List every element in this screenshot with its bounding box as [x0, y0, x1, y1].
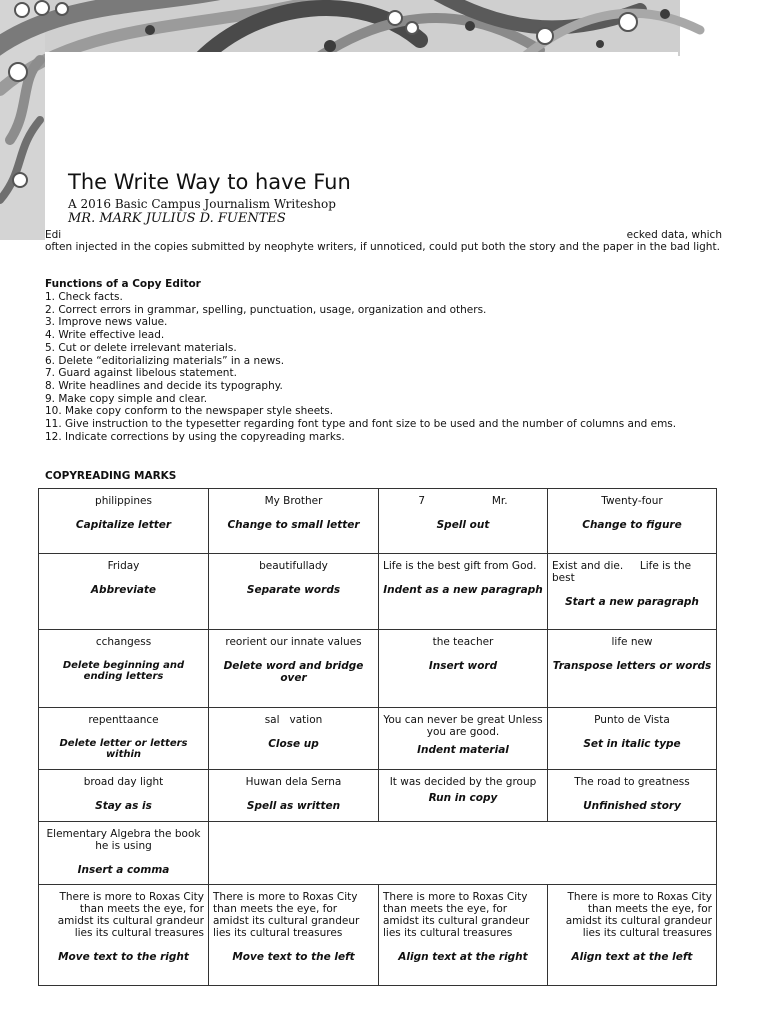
mark-cell — [39, 708, 209, 770]
mark-label: Set in italic type — [583, 738, 681, 750]
mark-example: philippines — [95, 495, 152, 507]
mark-label: Close up — [268, 738, 319, 750]
mark-example: Huwan dela Serna — [245, 776, 342, 788]
table-row — [39, 770, 717, 822]
mark-label: Start a new paragraph — [565, 596, 699, 608]
mark-cell — [548, 885, 717, 986]
functions-list-item: 10. Make copy conform to the newspaper style sheets. — [45, 405, 334, 418]
table-row — [39, 489, 717, 554]
mark-label: Delete letter or letters within — [59, 738, 188, 760]
mark-label: Spell out — [436, 519, 490, 531]
mark-example: life new — [611, 636, 653, 648]
table-row — [39, 822, 717, 885]
mark-cell — [39, 885, 209, 986]
mark-cell — [39, 822, 209, 885]
mark-cell — [209, 885, 379, 986]
mark-label: Insert word — [428, 660, 498, 672]
document-author: MR. MARK JULIUS D. FUENTES — [68, 211, 286, 226]
mark-cell — [548, 554, 717, 630]
mark-label: Align text at the right — [398, 951, 528, 963]
mark-label: Run in copy — [428, 792, 498, 804]
mark-cell — [379, 554, 548, 630]
functions-list-item: 7. Guard against libelous statement. — [45, 367, 237, 380]
mark-label: Abbreviate — [90, 584, 157, 596]
mark-label: Change to figure — [582, 519, 682, 531]
mark-label: Indent material — [417, 744, 509, 756]
mark-example: The road to greatness — [574, 776, 690, 788]
mark-example: beautifullady — [259, 560, 328, 572]
mark-cell — [209, 554, 379, 630]
mark-label: Delete word and bridge over — [223, 660, 364, 684]
mark-cell — [379, 885, 548, 986]
intro-text-start: Edi — [45, 229, 62, 241]
mark-cell — [39, 630, 209, 708]
mark-label: Separate words — [246, 584, 341, 596]
mark-cell — [209, 708, 379, 770]
mark-example: broad day light — [83, 776, 164, 788]
document-title: The Write Way to have Fun — [68, 170, 351, 194]
mark-label: Align text at the left — [571, 951, 693, 963]
mark-cell — [548, 770, 717, 822]
mark-example: Exist and die. Life is the best — [552, 560, 695, 584]
document-subtitle: A 2016 Basic Campus Journalism Writeshop — [68, 197, 336, 211]
mark-cell — [379, 770, 548, 822]
copyreading-marks-heading: COPYREADING MARKS — [45, 470, 177, 482]
mark-example: There is more to Roxas City than meets the eye, for amidst its cultural grandeur lies its cultural treasures — [57, 891, 204, 939]
functions-list-item: 2. Correct errors in grammar, spelling, punctuation, usage, organization and others. — [45, 303, 487, 316]
mark-label: Spell as written — [246, 800, 341, 812]
empty-cell — [209, 822, 717, 885]
mark-label: Insert a comma — [77, 864, 170, 876]
functions-list-item: 4. Write effective lead. — [45, 329, 165, 342]
mark-label: Indent as a new paragraph — [383, 584, 543, 596]
functions-list-item: 1. Check facts. — [45, 291, 123, 303]
mark-cell — [548, 489, 717, 554]
mark-label: Move text to the right — [58, 951, 189, 963]
mark-example: cchangess — [95, 636, 152, 648]
mark-cell — [39, 489, 209, 554]
functions-list-item: 3. Improve news value. — [45, 316, 168, 329]
mark-label: Change to small letter — [227, 519, 360, 531]
mark-example: reorient our innate values — [225, 636, 362, 648]
mark-example: sal vation — [264, 714, 323, 726]
mark-cell — [209, 630, 379, 708]
functions-list-item: 12. Indicate corrections by using the copyreading marks. — [45, 430, 345, 443]
mark-label: Unfinished story — [583, 800, 681, 812]
mark-cell — [379, 630, 548, 708]
mark-example: the teacher — [432, 636, 494, 648]
table-row — [39, 708, 717, 770]
mark-example: There is more to Roxas City than meets the eye, for amidst its cultural grandeur lies its cultural treasures — [565, 891, 712, 939]
mark-example: My Brother — [264, 495, 323, 507]
mark-example: Punto de Vista — [594, 714, 670, 726]
mark-cell — [209, 489, 379, 554]
intro-paragraph: often injected in the copies submitted by neophyte writers, if unnoticed, could put both the story and the paper in the bad light. — [45, 241, 720, 253]
functions-list-item: 8. Write headlines and decide its typography. — [45, 379, 283, 392]
mark-example: Elementary Algebra the book he is using — [46, 828, 201, 852]
mark-example: You can never be great Unless you are good. — [383, 714, 543, 738]
mark-cell — [379, 489, 548, 554]
intro-text-end: ecked data, which — [626, 229, 722, 241]
functions-list-item: 6. Delete “editorializing materials” in a news. — [45, 354, 285, 367]
mark-cell — [39, 770, 209, 822]
functions-list-item: 5. Cut or delete irrelevant materials. — [45, 341, 237, 354]
functions-list-item: 11. Give instruction to the typesetter regarding font type and font size to be used and the number of columns and ems. — [45, 418, 677, 431]
mark-label: Capitalize letter — [75, 519, 172, 531]
mark-example: Twenty-four — [601, 495, 663, 507]
functions-list-item: 9. Make copy simple and clear. — [45, 392, 208, 405]
functions-list — [45, 291, 722, 443]
table-row — [39, 885, 717, 986]
table-row — [39, 630, 717, 708]
mark-example: There is more to Roxas City than meets the eye, for amidst its cultural grandeur lies its cultural treasures — [213, 891, 360, 939]
mark-label: Stay as is — [95, 800, 152, 812]
mark-cell — [379, 708, 548, 770]
mark-cell — [209, 770, 379, 822]
mark-label: Transpose letters or words — [552, 660, 712, 672]
mark-cell — [548, 708, 717, 770]
functions-heading: Functions of a Copy Editor — [45, 278, 201, 290]
mark-cell — [548, 630, 717, 708]
mark-example: It was decided by the group — [389, 776, 537, 788]
mark-example: There is more to Roxas City than meets the eye, for amidst its cultural grandeur lies its cultural treasures — [383, 891, 530, 939]
mark-example: 7 Mr. — [418, 495, 508, 507]
mark-example: Friday — [107, 560, 140, 572]
mark-cell — [39, 554, 209, 630]
table-row — [39, 554, 717, 630]
mark-example: Life is the best gift from God. — [383, 560, 537, 572]
mark-example: repenttaance — [88, 714, 159, 726]
mark-label: Delete beginning and ending letters — [62, 660, 185, 682]
mark-label: Move text to the left — [232, 951, 355, 963]
copyreading-marks-table — [38, 488, 717, 986]
